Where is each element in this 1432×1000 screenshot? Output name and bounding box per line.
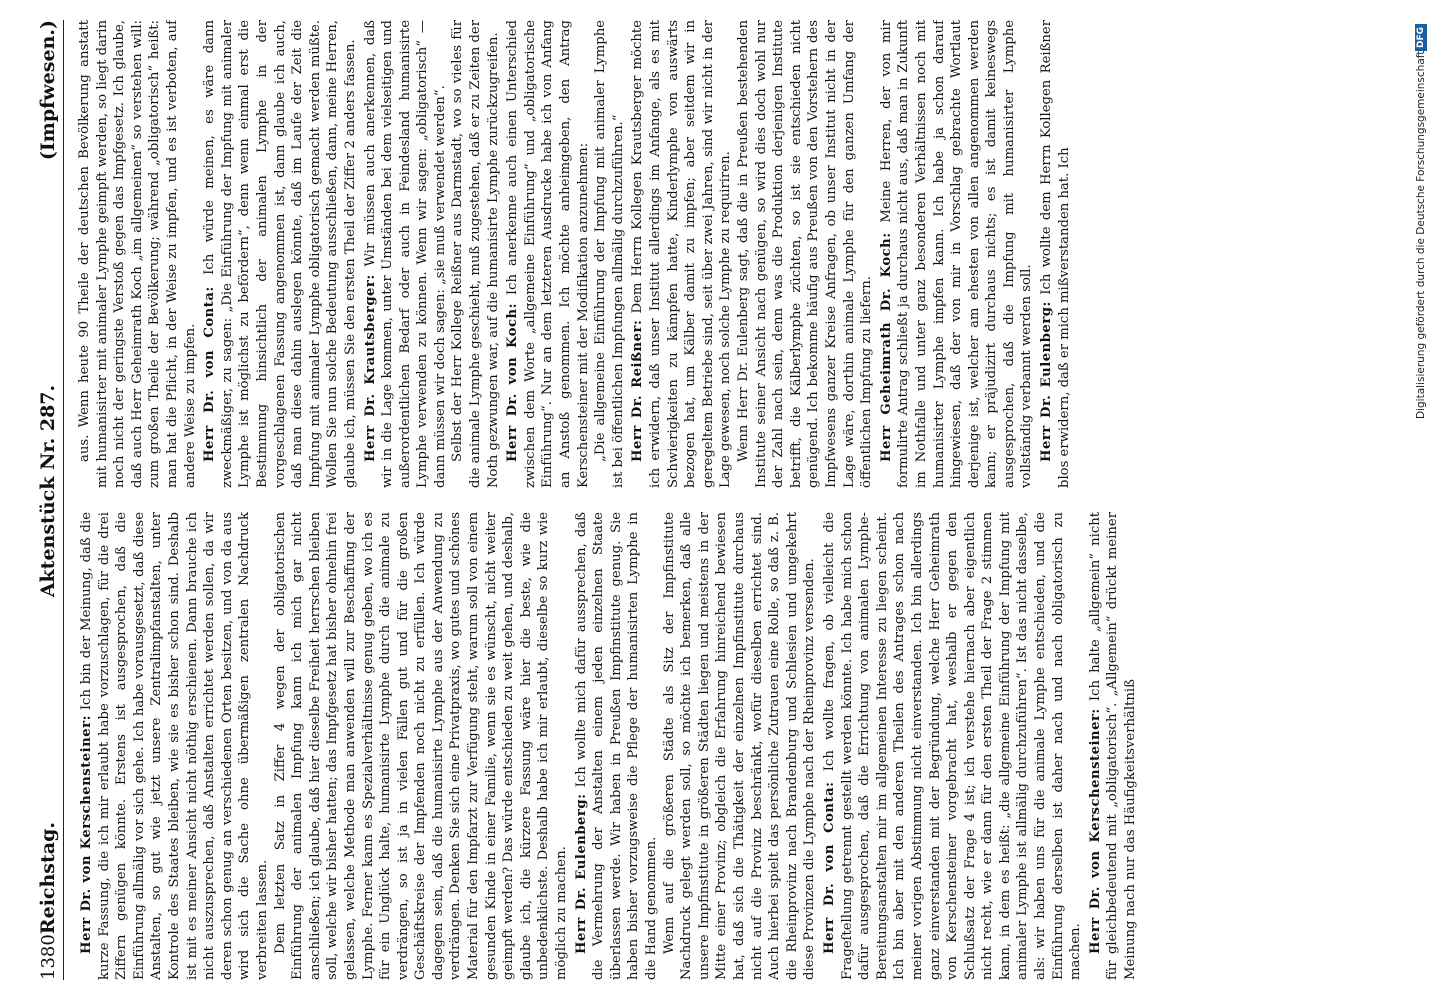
paragraph-text: Wir müssen auch anerkennen, daß wir in die Lage kommen, unter Umständen bei dem vielseitigen und außerordentlichen Bedarf oder auch in Feindesland humanisirte Lymphe verwenden zu können. Wenn wir sagen: „obligatorisch“ — dann müssen wir doch sagen: „sie muß verwendet werden“. xyxy=(362,20,448,488)
speaker-name: Herr Dr. Eulenberg: xyxy=(1039,301,1055,462)
document-page xyxy=(30,20,1410,980)
paragraph-text: Ich wollte dem Herrn Kollegen Reißner blos erwidern, daß er mich mißverstanden hat. Ich xyxy=(1039,20,1072,488)
paragraph xyxy=(362,20,450,488)
paragraph-text: Wenn Herr Dr. Eulenberg sagt, daß die in Preußen bestehenden Institute seiner Ansicht nach genügen, so wird dies doch wohl nur der Zahl nach sein, denn was die Produktion derjenigen Institute betrifft, die Kälberlymphe züchten, so ist sie entschieden nicht genügend. Ich bekomme häufig aus Preußen von den Vorstehern des Impfwesens ganzer Kreise Anfragen, ob unser Institut nicht in der Lage wäre, dorthin animale Lymphe für den ganzen Umfang der öffentlichen Impfung zu liefern. xyxy=(735,20,875,488)
paragraph xyxy=(272,512,571,980)
header-right-title: (Impfwesen.) xyxy=(37,20,59,161)
speaker-name: Herr Dr. von Kerschensteiner: xyxy=(1087,708,1103,954)
paragraph-text: Ich würde meinen, es wäre dann zweckmäßiger, zu sagen: „Die Einführung der Impfung mit animaler Lymphe ist möglichst zu befördern“, denn wenn einmal erst die Bestimmung hinsichtlich der animalen Lymphe in der vorgeschlagenen Fassung angenommen ist, dann glaube ich auch, daß man diese dahin auslegen könnte, daß im Laufe der Zeit die Impfung mit animaler Lymphe obligatorisch gemacht werden müßte. Wollen Sie nun solche Bedeutung ausschließen, dann, meine Herren, glaube ich, müssen Sie den ersten Theil der Ziffer 2 anders fassen. xyxy=(202,20,358,488)
right-column xyxy=(76,20,1276,488)
paragraph xyxy=(592,20,627,488)
speaker-name: Herr Dr. von Kerschensteiner: xyxy=(79,715,94,954)
paragraph xyxy=(201,20,359,488)
paragraph-text: Dem Herrn Kollegen Krautsberger möchte ich erwidern, daß unser Institut allerdings im Anfange, als es mit Schwierigkeiten zu kämpfen hatte, Kinderlymphe von auswärts bezogen hat, um Kälber damit zu impfen; aber seitdem wir in geregeltem Betriebe sind, seit über zwei Jahren, sind wir nicht in der Lage gewesen, noch solche Lymphe zu requiriren. xyxy=(630,20,734,488)
left-column xyxy=(76,512,1276,980)
speaker-name: Herr Dr. Eulenberg: xyxy=(573,793,589,954)
paragraph xyxy=(504,20,592,488)
credit-text: Digitalisierung gefördert durch die Deutsche Forschungsgemeinschaft xyxy=(1415,51,1427,420)
speaker-name: Herr Dr. Reißner: xyxy=(630,319,646,462)
paragraph xyxy=(735,20,876,488)
speaker-name: Herr Geheimrath Dr. Koch: xyxy=(878,232,894,462)
header-left-title: Reichstag. xyxy=(37,822,59,935)
paragraph xyxy=(1087,512,1140,980)
paragraph-text: Meine Herren, der von mir formulirte Antrag schließt ja durchaus nicht aus, daß man in Zukunft im Nothfalle und unter ganz besonderen Verhältnissen noch mit humanisirter Lymphe impfen kann. Ich habe ja schon darauf hingewiesen, daß der von mir in Vorschlag gebrachte Wortlaut derjenige ist, welcher am ehesten von allen angenommen werden kann; er präjudizirt durchaus nichts; es ist damit keineswegs ausgesprochen, daß die Impfung mit humanisirter Lymphe vollständig verbannt werden soll. xyxy=(878,20,1035,488)
paragraph-text: aus. Wenn heute 90 Theile der deutschen Bevölkerung anstatt mit humanisirter mit animaler Lymphe geimpft werden, so liegt darin noch nicht der geringste Verstoß gegen das Impfgesetz. Ich glaube, daß auch Herr Geheimrath Koch „im allgemeinen“ so verstehen will: zum großen Theile der Bevölkerung; während „obligatorisch“ heißt: man hat die Pflicht, in der Weise zu impfen, und es ist verboten, auf andere Weise zu impfen. xyxy=(77,20,198,488)
paragraph-text: Ich wollte fragen, ob vielleicht die Frageſtellung getrennt gestellt werden könnte. Ich habe mich schon dafür ausgesprochen, daß die Errichtung von animalen Lymphe-Bereitungsanstalten mir im allgemeinen Interesse zu liegen scheint. Ich bin aber mit den anderen Theilen des Antrages schon nach meiner vorigen Abstimmung nicht einverstanden. Ich bin allerdings ganz einverstanden mit der Begründung, welche Herr Geheimrath von Kerschensteiner vorgebracht hat, weshalb er gegen den Schlußsatz der Frage 4 ist; ich verstehe hiernach aber eigentlich nicht recht, wie er dann für den ersten Theil der Frage 2 stimmen kann, in dem es heißt: „die allgemeine Einführung der Impfung mit animaler Lymphe ist allmälig durchzuführen“. Ist das nicht dasselbe, als: wir haben uns für die animale Lymphe entschieden, und die Einführung derselben ist daher nach und nach obligatorisch zu machen. xyxy=(821,512,1084,980)
header-center-title: Aktenstück Nr. 287. xyxy=(37,384,59,598)
paragraph xyxy=(1038,20,1073,488)
paragraph-text: Dem letzten Satz in Ziffer 4 wegen der obligatorischen Einführung der animalen Impfung kann ich mich gar nicht anschließen; ich glaube, daß hier dieselbe Freiheit herrschen bleiben soll, welche wir bisher hatten; das Impfgesetz hat bisher ohnehin frei gelassen, welche Methode man anwenden will zur Beschaffung der Lymphe. Ferner kann es Spezialverhältnisse genug geben, wo ich es für ein Unglück halte, humanisirte Lymphe durch die animale zu verdrängen, so ist ja in vielen Fällen gut und für die großen Geschäftskreise der Impfenden noch nicht zu erfüllen. Ich würde dagegen sein, daß die humanisirte Lymphe aus der Anwendung zu verdrängen. Denken Sie sich eine Privatpraxis, wo gutes und schönes Material für den Impfarzt zur Verfügung steht, warum soll von einem gesunden Kinde in einer Familie, wenn sie es wünscht, nicht weiter geimpft werden? Das würde entschieden zu weit gehen, und deshalb, glaube ich, die kürzere Fassung wäre hier die beste, wie die unbedenklichste. Deshalb habe ich mir erlaubt, dieselbe so kurz wie möglich zu machen. xyxy=(272,512,570,980)
paragraph xyxy=(661,512,819,980)
paragraph xyxy=(449,20,502,488)
page-number: 1380 xyxy=(38,934,59,980)
paragraph-text: Wenn auf die größeren Städte als Sitz der Impfinstitute Nachdruck gelegt werden soll, so möchte ich bemerken, daß alle unsere Impfinstitute in größeren Städten liegen und meistens in der Mitte einer Provinz; obgleich die Erfahrung hinreichend bewiesen hat, daß sich die Thätigkeit der einzelnen Impfinstitute durchaus nicht auf die Provinz beschränkt, wofür dieselben errichtet sind. Auch hierbei spielt das persönliche Zutrauen eine Rolle, so daß z. B. die Rheinprovinz nach Brandenburg und Schlesien und umgekehrt diese Provinzen die Lymphe nach der Rheinprovinz versenden. xyxy=(661,512,818,980)
speaker-name: Herr Dr. von Conta: xyxy=(821,781,837,954)
digitization-credit xyxy=(1410,20,1432,940)
paragraph xyxy=(821,512,1085,980)
dfg-logo: DFG xyxy=(1415,24,1427,51)
speaker-name: Herr Dr. von Conta: xyxy=(202,286,218,462)
paragraph-text: Ich halte „allgemein“ nicht für gleichbedeutend mit „obligatorisch“. „Allgemein“ drückt meiner Meinung nach nur das Häufigkeitsverhältniß xyxy=(1087,512,1139,980)
paragraph xyxy=(629,20,735,488)
paragraph-text: Ich wollte mich dafür aussprechen, daß die Vermehrung der Anstalten einem jeden einzelnen Staate überlassen werde. Wir haben in Preußen Impfinstitute genug. Sie haben bisher vorzugsweise die Pflege der humanisirten Lymphe in die Hand genommen. xyxy=(573,512,659,980)
paragraph-text: Selbst der Herr Kollege Reißner aus Darmstadt, wo so vieles für die animale Lymphe geschieht, muß zugestehen, daß er zu Zeiten der Noth gezwungen war, auf die humanisirte Lymphe zurückzugreifen. xyxy=(450,20,501,488)
paragraph xyxy=(76,20,199,488)
speaker-name: Herr Dr. Krautsberger: xyxy=(362,274,378,462)
speaker-name: Herr Dr. von Koch: xyxy=(505,303,521,462)
paragraph-text: Ich bin der Meinung, daß die kurze Fassung, die ich mir erlaubt habe vorzuschlagen, für die drei Ziffern genügen könnte. Erstens ist ausgesprochen, daß die Einführung allmälig vor sich gehe. Ich habe vorausgesetzt, daß diese Anstalten, so gut wie jetzt unsere Zentralimpfanstalten, unter Kontrole des Staates bleiben, wie sie es bisher schon sind. Deshalb ist mit es meiner Ansicht nicht nöthig erschienen. Dann brauche ich nicht auszusprechen, daß Anstalten errichtet werden sollen, da wir deren schon genug an verschiedenen Orten besitzen, und von da aus wird sich die Sache ohne übermäßigen zentralen Nachdruck verbreiten lassen. xyxy=(79,512,270,980)
paragraph-text: „Die allgemeine Einführung der Impfung mit animaler Lymphe ist bei öffentlichen Impfungen allmälig durchzuführen.“ xyxy=(593,20,626,488)
page-header xyxy=(30,20,64,980)
paragraph xyxy=(78,512,272,980)
paragraph xyxy=(573,512,661,980)
text-columns xyxy=(76,20,1276,980)
paragraph-text: Ich anerkenne auch einen Unterschied zwischen dem Worte „allgemeine Einführung“ und „obligatorische Einführung“. Nur an dem letzteren Ausdrucke habe ich von Anfang an Anstoß genommen. Ich möchte anheimgeben, den Antrag Kerschensteiner mit der Modifikation anzunehmen: xyxy=(505,20,591,488)
paragraph xyxy=(878,20,1036,488)
